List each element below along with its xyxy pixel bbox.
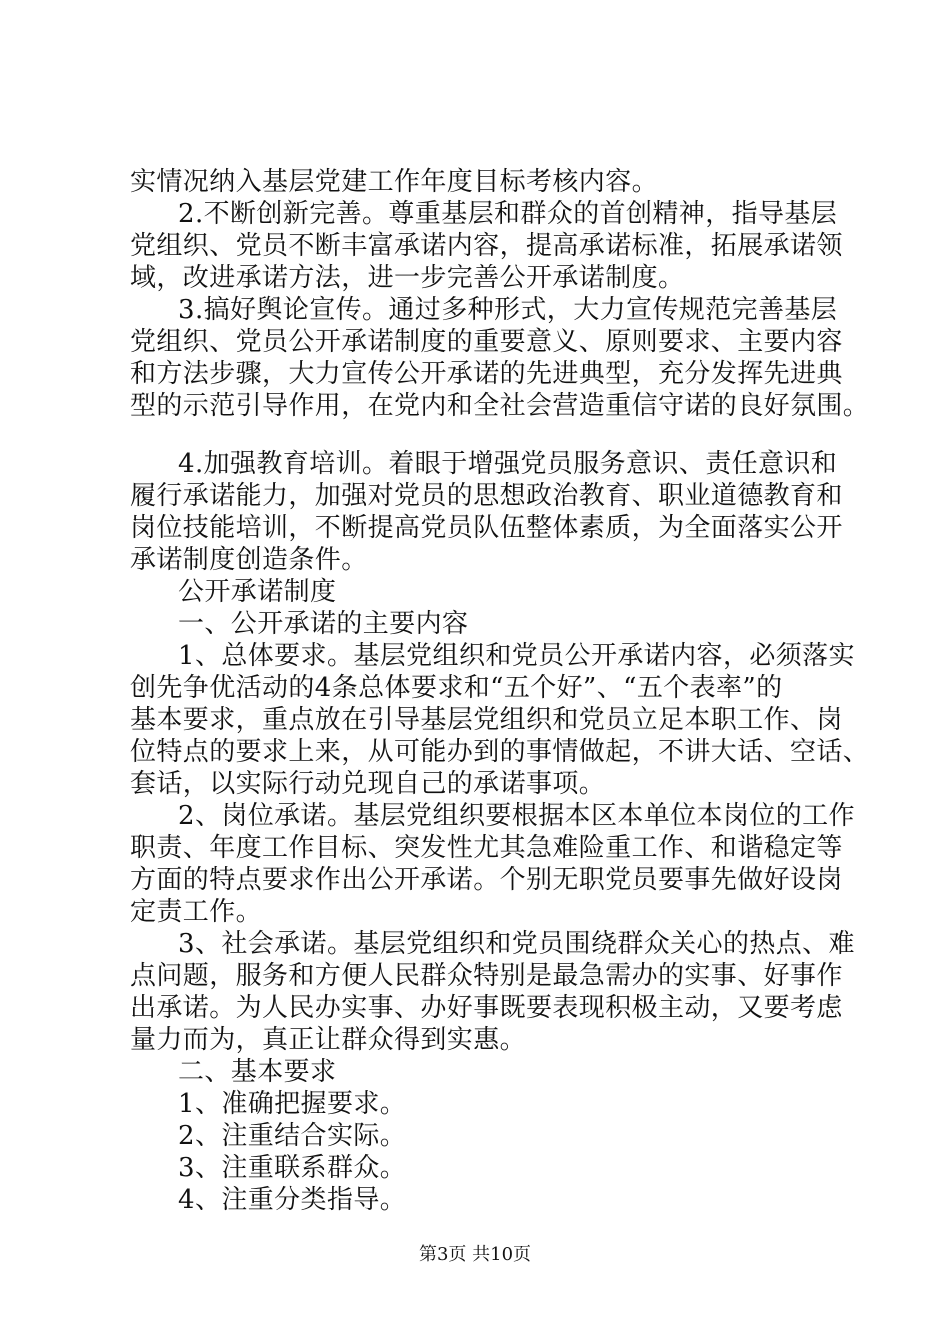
text-line: 2.不断创新完善。尊重基层和群众的首创精神，指导基层	[178, 199, 838, 229]
text-line: 党组织、党员不断丰富承诺内容，提高承诺标准，拓展承诺领	[130, 231, 843, 261]
text-line: 1、准确把握要求。	[178, 1089, 407, 1119]
text-line: 公开承诺制度	[178, 577, 337, 607]
text-line: 4、注重分类指导。	[178, 1185, 407, 1215]
text-line: 点问题，服务和方便人民群众特别是最急需办的实事、好事作	[130, 961, 843, 991]
text-line: 承诺制度创造条件。	[130, 545, 368, 575]
text-line: 实情况纳入基层党建工作年度目标考核内容。	[130, 167, 659, 197]
document-body	[130, 166, 870, 1216]
text-line: 1、总体要求。基层党组织和党员公开承诺内容，必须落实	[178, 641, 855, 671]
text-line: 出承诺。为人民办实事、办好事既要表现积极主动，又要考虑	[130, 993, 843, 1023]
page-footer: 第3页 共10页	[418, 1244, 532, 1265]
text-line: 域，改进承诺方法，进一步完善公开承诺制度。	[130, 263, 685, 293]
text-line: 2、岗位承诺。基层党组织要根据本区本单位本岗位的工作	[178, 801, 855, 831]
text-line: 型的示范引导作用，在党内和全社会营造重信守诺的良好氛围。	[130, 391, 870, 421]
text-line: 党组织、党员公开承诺制度的重要意义、原则要求、主要内容	[130, 327, 843, 357]
text-line: 二、基本要求	[178, 1057, 337, 1087]
text-line: 4.加强教育培训。着眼于增强党员服务意识、责任意识和	[178, 449, 838, 479]
text-line: 套话，以实际行动兑现自己的承诺事项。	[130, 769, 606, 799]
text-line: 3、注重联系群众。	[178, 1153, 407, 1183]
text-line: 和方法步骤，大力宣传公开承诺的先进典型，充分发挥先进典	[130, 359, 843, 389]
text-line: 3.搞好舆论宣传。通过多种形式，大力宣传规范完善基层	[178, 295, 838, 325]
text-line: 职责、年度工作目标、突发性尤其急难险重工作、和谐稳定等	[130, 833, 843, 863]
text-line: 2、注重结合实际。	[178, 1121, 407, 1151]
text-line: 履行承诺能力，加强对党员的思想政治教育、职业道德教育和	[130, 481, 843, 511]
text-line: 定责工作。	[130, 897, 263, 927]
text-line: 位特点的要求上来，从可能办到的事情做起，不讲大话、空话、	[130, 737, 870, 767]
text-line: 基本要求，重点放在引导基层党组织和党员立足本职工作、岗	[130, 705, 843, 735]
text-line: 岗位技能培训，不断提高党员队伍整体素质，为全面落实公开	[130, 513, 843, 543]
text-line: 量力而为，真正让群众得到实惠。	[130, 1025, 527, 1055]
text-line: 方面的特点要求作出公开承诺。个别无职党员要事先做好设岗	[130, 865, 843, 895]
text-line: 3、社会承诺。基层党组织和党员围绕群众关心的热点、难	[178, 929, 855, 959]
text-line: 创先争优活动的4条总体要求和“五个好”、“五个表率”的	[130, 673, 783, 703]
text-line: 一、公开承诺的主要内容	[178, 609, 469, 639]
